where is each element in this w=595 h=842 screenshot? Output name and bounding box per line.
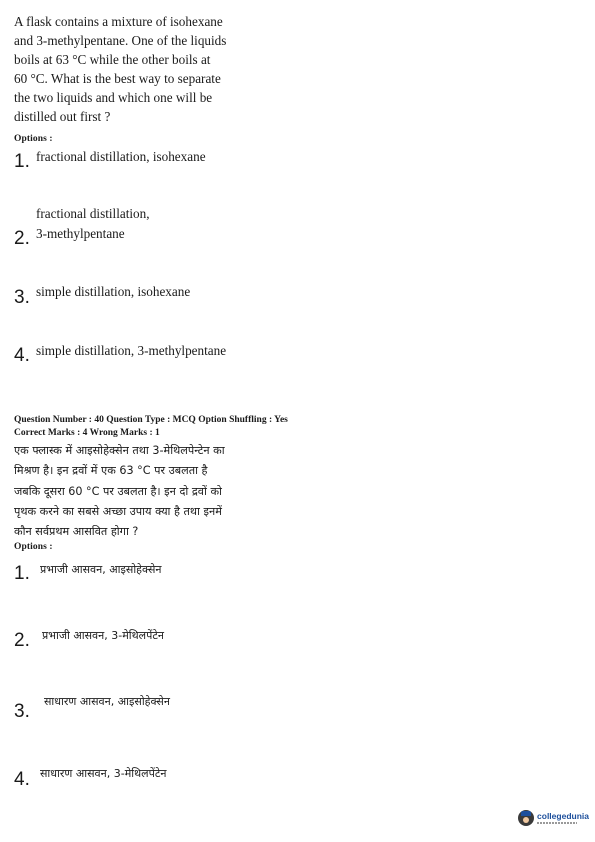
- mascot-icon: [518, 810, 534, 826]
- question-line: distilled out first ?: [14, 109, 111, 125]
- option-number: 1.: [14, 151, 30, 172]
- option-number: 4.: [14, 769, 30, 790]
- options-label: Options :: [14, 542, 53, 552]
- question-line: the two liquids and which one will be: [14, 90, 213, 106]
- question-text-hindi: [14, 441, 262, 542]
- option-number: 3.: [14, 287, 30, 308]
- option-text: simple distillation, isohexane: [36, 284, 191, 299]
- question-line: A flask contains a mixture of isohexane: [14, 14, 223, 29]
- option-text: simple distillation, 3-methylpentane: [36, 343, 227, 358]
- option-text: साधारण आसवन, 3-मेथिलपेंटेन: [40, 767, 167, 780]
- option-number: 4.: [14, 345, 30, 366]
- question-line: and 3-methylpentane. One of the liquids: [14, 33, 227, 49]
- question-line: मिश्रण है। इन द्रवों में एक 63 °C पर उबलता है: [14, 464, 208, 478]
- options-label: Options :: [14, 134, 53, 144]
- option-text-line: 3-methylpentane: [36, 226, 125, 241]
- option-number: 1.: [14, 563, 30, 584]
- question-line: 60 °C. What is the best way to separate: [14, 71, 221, 87]
- marks-meta-line: Correct Marks : 4 Wrong Marks : 1: [14, 428, 160, 438]
- option-number: 2.: [14, 228, 30, 249]
- option-text: प्रभाजी आसवन, 3-मेथिलपेंटेन: [42, 629, 165, 642]
- option-text: fractional distillation, isohexane: [36, 149, 206, 164]
- question-line: कौन सर्वप्रथम आसवित होगा ?: [14, 525, 139, 539]
- question-line: जबकि दूसरा 60 °C पर उबलता है। इन दो द्रवों को: [14, 484, 222, 498]
- option-number: 2.: [14, 630, 30, 651]
- question-line: पृथक करने का सबसे अच्छा उपाय क्या है तथा इनमें: [14, 504, 222, 518]
- collegedunia-logo: [518, 810, 589, 826]
- option-text-line: fractional distillation,: [36, 206, 150, 221]
- option-text: साधारण आसवन, आइसोहेक्सेन: [44, 695, 170, 708]
- question-line: boils at 63 °C while the other boils at: [14, 52, 211, 68]
- option-text: प्रभाजी आसवन, आइसोहेक्सेन: [40, 563, 162, 576]
- question-meta-line: Question Number : 40 Question Type : MCQ Option Shuffling : Yes: [14, 415, 288, 425]
- logo-wordmark: collegedunia: [537, 810, 589, 821]
- option-number: 3.: [14, 701, 30, 722]
- logo-tagline: [537, 822, 577, 824]
- question-line: एक फ्लास्क में आइसोहेक्सेन तथा 3-मेथिलपेन्टेन का: [14, 444, 225, 457]
- question-text-english: [14, 12, 254, 127]
